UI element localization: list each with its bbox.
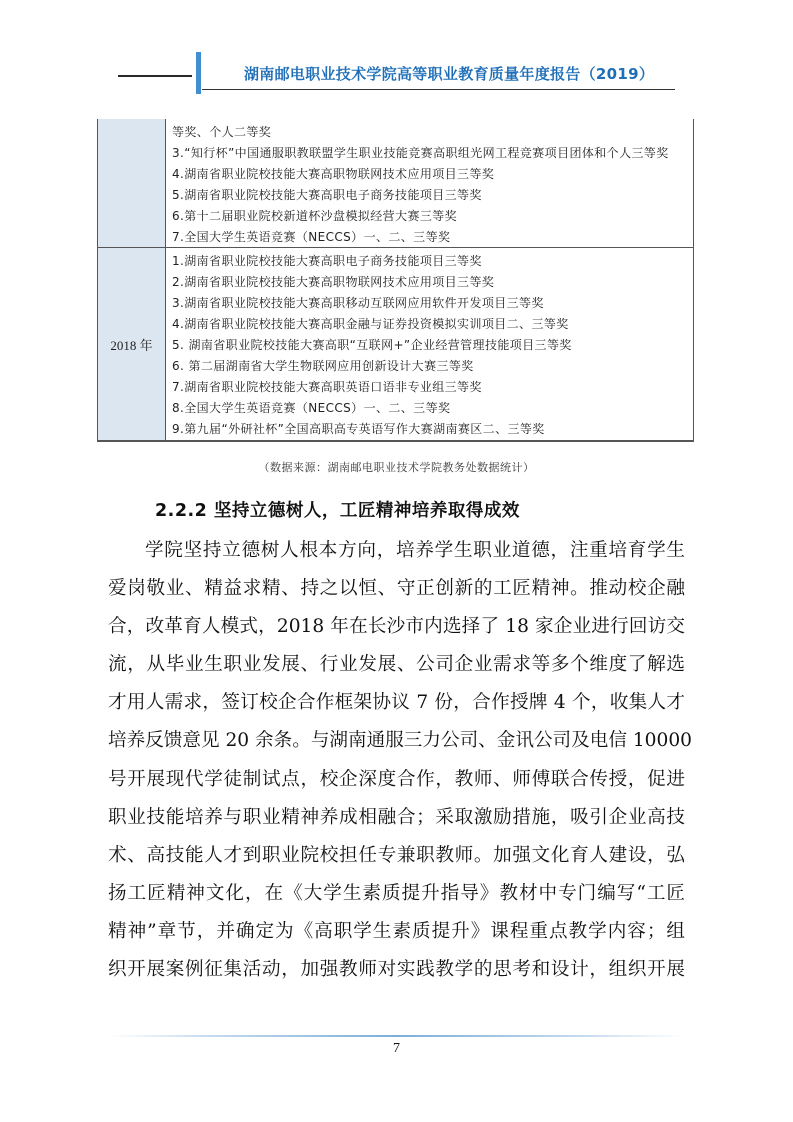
table-row (98, 119, 694, 248)
award-item: 1.湖南省职业院校技能大赛高职电子商务技能项目三等奖 (172, 254, 482, 269)
award-item: 8.全国大学生英语竞赛（NECCS）一、二、三等奖 (172, 400, 451, 415)
header-accent-bar (196, 52, 201, 94)
paragraph-line: 培养反馈意见 20 余条。与湖南通服三力公司、金讯公司及电信 10000 (108, 730, 692, 752)
header-left-rule (118, 75, 192, 77)
award-item: 5. 湖南省职业院校技能大赛高职“互联网+”企业经营管理技能项目三等奖 (172, 338, 572, 353)
page-number: 7 (393, 1041, 400, 1056)
award-item: 4.湖南省职业院校技能大赛高职金融与证券投资模拟实训项目二、三等奖 (172, 317, 569, 332)
table-row (98, 248, 694, 441)
award-item: 等奖、个人二等奖 (172, 125, 272, 139)
paragraph-line: 流，从毕业生职业发展、行业发展、公司企业需求等多个维度了解选 (108, 654, 685, 676)
paragraph-line: 术、高技能人才到职业院校担任专兼职教师。加强文化育人建设，弘 (108, 844, 685, 866)
paragraph-line: 职业技能培养与职业精神养成相融合；采取激励措施，吸引企业高技 (108, 806, 685, 828)
award-item: 6.第十二届职业院校新道杯沙盘模拟经营大赛三等奖 (172, 208, 458, 223)
paragraph-line: 学院坚持立德树人根本方向，培养学生职业道德，注重培育学生 (145, 540, 685, 561)
paragraph-line: 扬工匠精神文化，在《大学生素质提升指导》教材中专门编写“工匠 (108, 882, 685, 904)
award-item: 3.湖南省职业院校技能大赛高职移动互联网应用软件开发项目三等奖 (172, 296, 544, 311)
year-cell (98, 119, 166, 248)
award-item: 4.湖南省职业院校技能大赛高职物联网技术应用项目三等奖 (172, 166, 495, 181)
paragraph-line: 合，改革育人模式，2018 年在长沙市内选择了 18 家企业进行回访交 (108, 616, 685, 638)
award-item: 7.全国大学生英语竞赛（NECCS）一、二、三等奖 (172, 229, 451, 244)
paragraph-line: 织开展案例征集活动，加强教师对实践教学的思考和设计，组织开展 (108, 959, 685, 981)
paragraph-line: 精神”章节，并确定为《高职学生素质提升》课程重点教学内容；组 (108, 920, 685, 942)
award-item: 9.第九届“外研社杯”全国高职高专英语写作大赛湖南赛区二、三等奖 (172, 421, 545, 436)
award-item: 6. 第二届湖南省大学生物联网应用创新设计大赛三等奖 (172, 358, 474, 373)
awards-cell (166, 119, 694, 248)
year-cell: 2018 年 (98, 248, 166, 441)
award-item: 5.湖南省职业院校技能大赛高职电子商务技能项目三等奖 (172, 187, 482, 202)
award-item: 7.湖南省职业院校技能大赛高职英语口语非专业组三等奖 (172, 379, 482, 394)
award-item: 3.“知行杯”中国通服职教联盟学生职业技能竞赛高职组光网工程竞赛项目团体和个人三等奖 (172, 145, 669, 160)
header-title: 湖南邮电职业技术学院高等职业教育质量年度报告（2019） (244, 65, 655, 83)
awards-cell (166, 248, 694, 441)
award-item: 2.湖南省职业院校技能大赛高职物联网技术应用项目三等奖 (172, 275, 495, 290)
data-source-note: （数据来源：湖南邮电职业技术学院教务处数据统计） (258, 461, 535, 474)
paragraph-line: 才用人需求，签订校企合作框架协议 7 份，合作授牌 4 个，收集人才 (108, 692, 685, 714)
paragraph-line: 号开展现代学徒制试点，校企深度合作，教师、师傅联合传授，促进 (108, 768, 685, 790)
body-paragraph (108, 532, 692, 989)
paragraph-line: 爱岗敬业、精益求精、持之以恒、守正创新的工匠精神。推动校企融 (108, 578, 685, 600)
header-underline (202, 89, 675, 90)
footer-rule (110, 1035, 683, 1037)
awards-table (97, 119, 694, 442)
section-heading: 2.2.2 坚持立德树人，工匠精神培养取得成效 (155, 501, 520, 521)
